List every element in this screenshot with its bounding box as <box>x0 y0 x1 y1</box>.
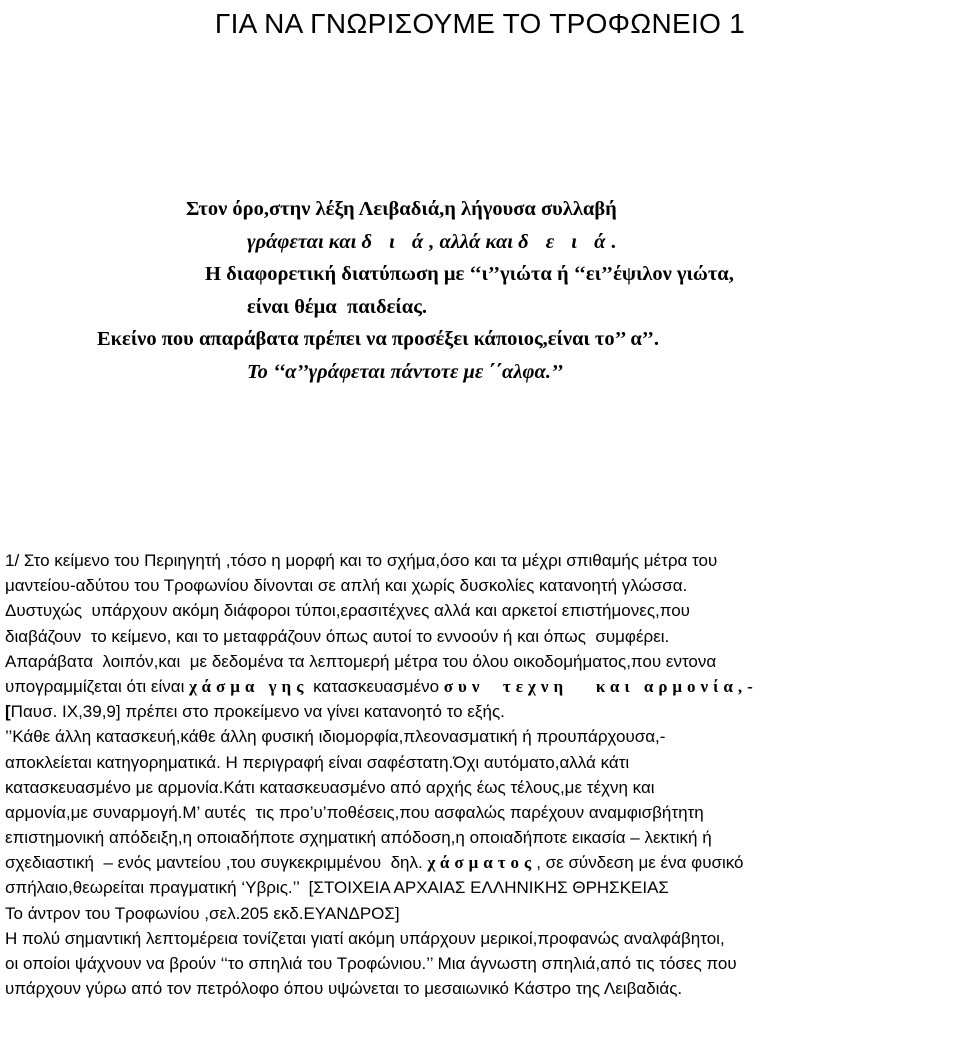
intro-line: Εκείνο που απαράβατα πρέπει να προσέξει κάποιος,είναι το’’ α’’. <box>97 328 660 350</box>
body-line: Το άντρον του Τροφωνίου ,σελ.205 εκδ.ΕΥΑΝΔΡΟΣ] <box>5 903 400 923</box>
body-line <box>5 699 960 724</box>
body-line: αρμονία,με συναρμογή.Μ’ αυτές τις προ’υ’ποθέσεις,που ασφαλώς παρέχουν αναμφισβήτητη <box>5 802 704 822</box>
body-line <box>5 850 960 875</box>
page-title: ΓΙΑ ΝΑ ΓΝΩΡΙΣΟΥΜΕ ΤΟ ΤΡΟΦΩΝΕΙΟ 1 <box>214 8 746 39</box>
body-text: κατασκευασμένο <box>308 676 444 696</box>
intro-text: . <box>611 230 617 253</box>
intro-spaced-word: δ ι ά <box>361 230 430 253</box>
bracket: [ <box>5 702 11 722</box>
body-paragraph <box>5 548 960 1001</box>
body-text: Παυσ. ΙΧ,39,9] πρέπει στο προκείμενο να γίνει κατανοητό το εξής. <box>10 702 505 722</box>
body-line: διαβάζουν το κείμενο, και το μεταφράζουν όπως αυτοί το εννοούν ή και όπως συμφέρει. <box>5 626 670 646</box>
intro-line: είναι θέμα παιδείας. <box>247 295 427 318</box>
body-line: αποκλείεται κατηγορηματικά. Η περιγραφή είναι σαφέστατη.Όχι αυτόματο,αλλά κάτι <box>5 752 630 772</box>
body-text: σχεδιαστική – ενός μαντείου ,του συγκεκριμμένου δηλ. <box>5 853 428 873</box>
intro-spaced-word: δ ε ι ά <box>518 230 612 253</box>
body-line: Η πολύ σημαντική λεπτομέρεια τονίζεται γιατί ακόμη υπάρχουν μερικοί,προφανώς αναλφάβητοι, <box>5 928 725 948</box>
body-line: επιστημονική απόδειξη,η οποιαδήποτε σχηματική απόδοση,η οποιαδήποτε εικασία – λεκτική ή <box>5 828 712 848</box>
body-line: σπήλαιο,θεωρείται πραγματική ‘Υβρις.’’ [ΣΤΟΙΧΕΙΑ ΑΡΧΑΙΑΣ ΕΛΛΗΝΙΚΗΣ ΘΡΗΣΚΕΙΑΣ <box>5 878 669 898</box>
body-text: , σε σύνδεση με ένα φυσικό <box>536 853 744 873</box>
intro-text: γράφεται και <box>247 230 362 253</box>
emphasis-chasma-gis: χάσμα γης <box>189 676 309 696</box>
body-text: υπογραμμίζεται ότι είναι <box>5 676 190 696</box>
body-line <box>5 674 960 699</box>
intro-line <box>0 226 960 259</box>
intro-line: Το ‘‘α’’γράφεται πάντοτε με ΄΄αλφα.’’ <box>247 360 564 383</box>
body-line: κατασκευασμένο με αρμονία.Κάτι κατασκευασμένο από αρχής έως τέλους,με τέχνη και <box>5 777 655 797</box>
intro-paragraph <box>0 193 960 388</box>
body-line: Απαράβατα λοιπόν,και με δεδομένα τα λεπτομερή μέτρα του όλου οικοδομήματος,που εντονα <box>5 651 717 671</box>
intro-text: , αλλά και <box>429 230 519 253</box>
emphasis-chasmatos: χάσματος <box>427 853 537 873</box>
body-line: μαντείου-αδύτου του Τροφωνίου δίνονται σε απλή και χωρίς δυσκολίες κατανοητή γλώσσα. <box>5 576 688 596</box>
body-line: 1/ Στο κείμενο του Περιηγητή ,τόσο η μορφή και το σχήμα,όσο και τα μέχρι σπιθαμής μέτρα του <box>5 551 718 570</box>
emphasis-syn-techni: συν τεχνη και αρμονία,- <box>443 676 758 696</box>
body-line: υπάρχουν γύρω από τον πετρόλοφο όπου υψώνεται το μεσαιωνικό Κάστρο της Λειβαδιάς. <box>5 979 683 999</box>
body-line: οι οποίοι ψάχνουν να βρούν ‘‘το σπηλιά του Τροφώνιου.’’ Μια άγνωστη σπηλιά,από τις τόσες που <box>5 954 737 973</box>
intro-line: Η διαφορετική διατύπωση με ‘‘ι’’γιώτα ή ‘‘ει’’έψιλον γιώτα, <box>205 263 734 285</box>
intro-line: Στον όρο,στην λέξη Λειβαδιά,η λήγουσα συλλαβή <box>186 198 617 220</box>
body-line: Δυστυχώς υπάρχουν ακόμη διάφοροι τύποι,ερασιτέχνες αλλά και αρκετοί επιστήμονες,που <box>5 601 690 621</box>
body-line: ’’Κάθε άλλη κατασκευή,κάθε άλλη φυσική ιδιομορφία,πλεονασματική ή προυπάρχουσα,- <box>5 727 666 747</box>
